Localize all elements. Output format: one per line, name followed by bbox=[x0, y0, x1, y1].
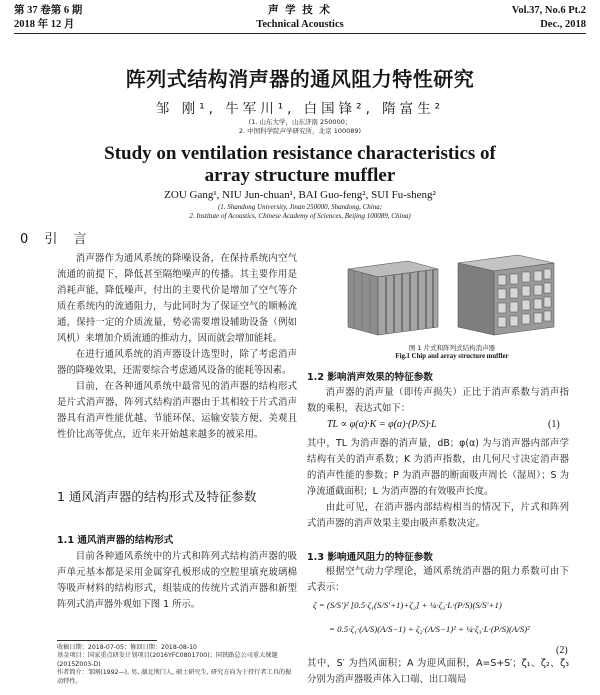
running-header bbox=[0, 0, 600, 34]
journal-volume: 第 37 卷第 6 期 bbox=[14, 5, 83, 16]
journal-date-cn: 2018 年 12 月 bbox=[14, 19, 75, 30]
muffler-illustration bbox=[340, 251, 564, 339]
title-en-line1: Study on ventilation resistance characteristics of bbox=[104, 143, 496, 164]
intro-paragraph-2: 在进行通风系统的消声器设计选型时，除了考虑消声器的降噪效果，还需要综合考虑通风设备的能耗等因素。 bbox=[57, 349, 297, 376]
journal-name-en: Technical Acoustics bbox=[256, 19, 344, 30]
subsection-1-2-text1: 消声器的消声量（即传声损失）正比于消声系数与消声指数的乘积，表达式如下： bbox=[307, 387, 569, 414]
footnote-received: 收稿日期：2018-07-05；修回日期：2018-08-10 bbox=[57, 644, 197, 651]
figure-1-image bbox=[340, 251, 564, 339]
footnote-author: 作者简介：邹刚(1992—), 男, 湖北荆门人, 硕士研究生, 研究方向为于持行者工具的振动特性。 bbox=[57, 669, 292, 685]
intro-body bbox=[57, 251, 297, 443]
authors-cn: 邹 刚¹, 牛军川¹, 白国锋², 隋富生² bbox=[155, 101, 445, 117]
subsection-1-3-heading: 1.3 影响通风阻力的特征参数 bbox=[307, 552, 433, 563]
subsection-1-3-intro bbox=[307, 564, 569, 596]
title-cn: 阵列式结构消声器的通风阻力特性研究 bbox=[125, 67, 475, 91]
affiliation-en-2: 2. Institute of Acoustics, Chinese Academy of Sciences, Beijing 100089, China) bbox=[189, 212, 411, 220]
subsection-1-1-body bbox=[57, 549, 297, 613]
subsection-1-3-body bbox=[307, 656, 569, 688]
subsection-1-2-text2: 其中，TL 为消声器的消声量，dB；φ(α) 为与消声器内部声学结构有关的消声系数；K 为消声指数，由几何尺寸决定消声器的消声性能的参数；P 为消声器的断面吸声周长（湿周）；S 为净流通截面积；L 为消声器的有效吸声长度。 bbox=[307, 438, 569, 497]
section1-heading: 1 通风消声器的结构形式及特征参数 bbox=[57, 489, 257, 504]
footnote-rule bbox=[57, 640, 157, 641]
intro-paragraph-1: 消声器作为通风系统的降噪设备，在保持系统内空气流通的前提下，降低甚至隔绝噪声的传播。其主要作用是消耗声能，降低噪声，付出的主要代价是增加了空气等介质在系统内的流通阻力，与此同时为了保证空气的顺畅流通，保持一定的介质流量，势必需要增设辅助设备（例如风机）来增加介质流通的推动力，因而就会增加能耗。 bbox=[57, 253, 297, 344]
intro-heading: 0 引 言 bbox=[20, 232, 93, 247]
formula-2-line2: = 0.5·ζ₁·(A/S)(A/S−1) + ζ₂·(A/S−1)² + ¼·ζ₃·L·(P/S)(A/S)² bbox=[329, 624, 530, 634]
subsection-1-2-text3: 由此可见，在消声器内部结构相当的情况下，片式和阵列式消声器的消声效果主要由吸声系数决定。 bbox=[307, 502, 569, 529]
subsection-1-2-intro bbox=[307, 385, 569, 417]
journal-name-cn: 声 学 技 术 bbox=[268, 5, 332, 16]
footnote bbox=[57, 644, 297, 686]
chip-muffler-graphic bbox=[348, 261, 438, 335]
title-en-line2: array structure muffler bbox=[204, 165, 396, 186]
formula-1: TL ∝ φ(α)·K = φ(α)·(P/S)·L bbox=[327, 419, 437, 430]
header-center bbox=[230, 4, 370, 32]
title-en bbox=[0, 143, 600, 187]
subsection-1-2-body bbox=[307, 436, 569, 532]
affiliation-cn-2: 2. 中国科学院声学研究所，北京 100089) bbox=[238, 127, 362, 135]
figure-caption-en: Fig.1 Chip and array structure muffler bbox=[395, 353, 509, 360]
subsection-1-3-text1: 根据空气动力学理论，通风系统消声器的阻力系数可由下式表示： bbox=[307, 566, 569, 593]
array-muffler-graphic bbox=[458, 255, 554, 335]
subsection-1-2-heading: 1.2 影响消声效果的特征参数 bbox=[307, 372, 433, 383]
figure-caption-cn: 图 1 片式和阵列式结构消声器 bbox=[408, 344, 496, 352]
journal-date-en: Dec., 2018 bbox=[540, 19, 586, 30]
header-right bbox=[512, 4, 586, 32]
authors-en: ZOU Gang¹, NIU Jun-chuan¹, BAI Guo-feng², SUI Fu-sheng² bbox=[164, 189, 436, 201]
header-rule bbox=[14, 33, 586, 34]
affiliation-en-1: (1. Shandong University, Jinan 250000, Shandong, China; bbox=[217, 203, 383, 211]
intro-paragraph-3: 目前，在各种通风系统中最常见的消声器的结构形式是片式消声器，阵列式结构消声器由于其相较于片式消声器具有消声性能优越、节能环保、运输安装方便、美观且性价比高等优点，近年来开始越来越多的被采用。 bbox=[57, 381, 297, 440]
formula-1-number: (1) bbox=[548, 419, 560, 430]
subsection-1-1-heading: 1.1 通风消声器的结构形式 bbox=[57, 535, 174, 546]
formula-2-line1: ζ = (S/S′)² [0.5·ζ₁(S/S′+1)+ζ₂] + ¼·ζ₃·L·(P/S)(S/S′+1) bbox=[313, 600, 502, 610]
formula-2-number: (2) bbox=[556, 645, 568, 656]
journal-volume-en: Vol.37, No.6 Pt.2 bbox=[511, 5, 586, 16]
affiliation-cn-1: (1. 山东大学，山东济南 250000； bbox=[248, 118, 352, 126]
footnote-funding: 基金项目：国家重点研发计划项目(2016YFC0801700)；国铁路总公司重大课题(2015Z003-D) bbox=[57, 652, 278, 668]
subsection-1-1-text: 目前各种通风系统中的片式和阵列式结构消声器的吸声单元基本都是采用金属穿孔板形成的空腔里填充玻璃棉等吸声材料的结构形式，组装成的传统片式消声器和新型阵列式消声器外观如下图 1 所示。 bbox=[57, 551, 297, 610]
header-left bbox=[14, 4, 82, 32]
subsection-1-3-text2: 其中，S′ 为挡风面积；A 为迎风面积，A=S+S′；ζ₁、ζ₂、ζ₃ 分别为消声器吸声体入口端、出口端局 bbox=[307, 658, 569, 685]
